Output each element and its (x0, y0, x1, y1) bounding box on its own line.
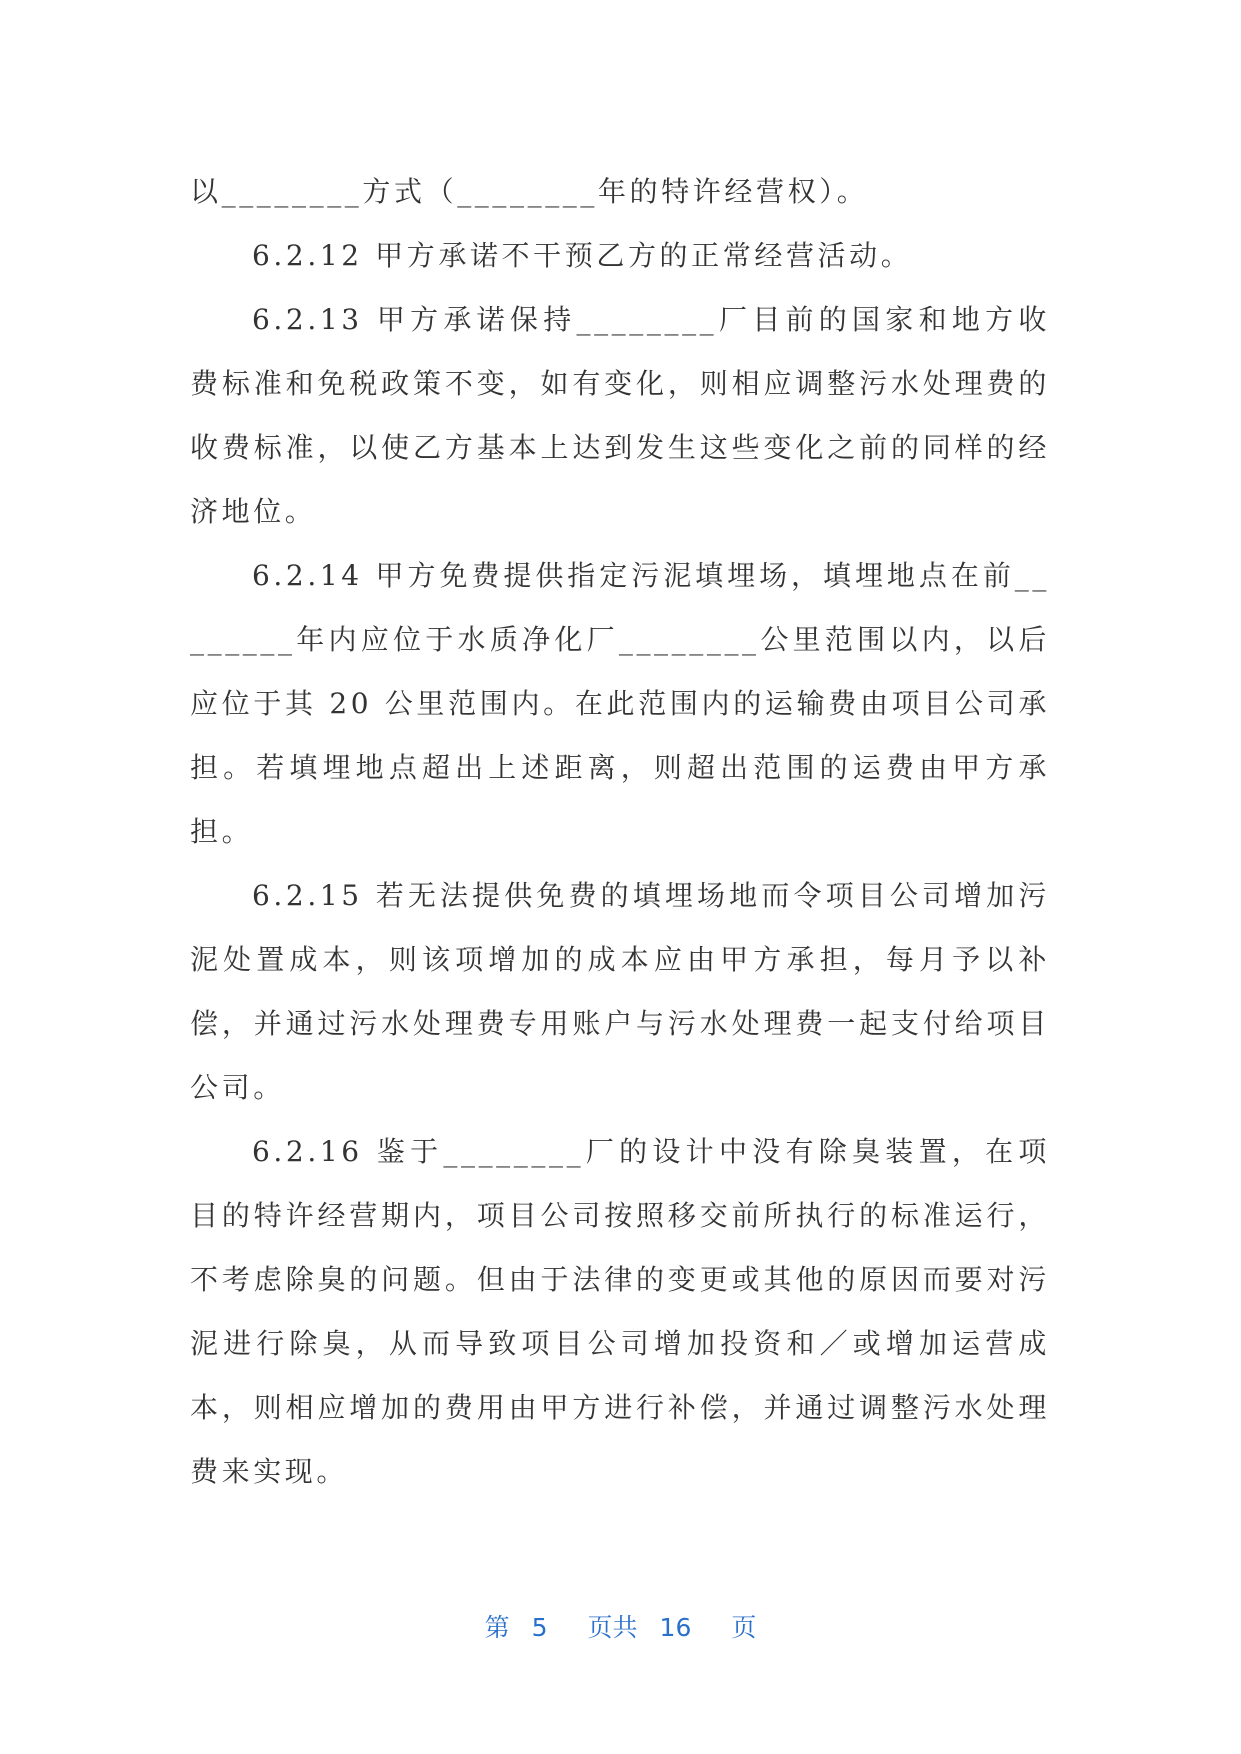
paragraph-6-2-13: 6.2.13 甲方承诺保持________厂目前的国家和地方收费标准和免税政策不变，如有变化，则相应调整污水处理费的收费标准，以使乙方基本上达到发生这些变化之前的同样的经济地位。 (190, 303, 1050, 528)
footer-suffix: 页 (731, 1613, 757, 1642)
footer-prefix: 第 (484, 1613, 510, 1642)
document-body (190, 160, 1050, 1504)
footer-middle: 页共 (587, 1613, 638, 1642)
page-footer (0, 1608, 1241, 1644)
paragraph-6-2-12: 6.2.12 甲方承诺不干预乙方的正常经营活动。 (252, 239, 913, 272)
paragraph-6-2-16: 6.2.16 鉴于________厂的设计中没有除臭装置，在项目的特许经营期内，项目公司按照移交前所执行的标准运行，不考虑除臭的问题。但由于法律的变更或其他的原因而要对污泥进行除臭，从而导致项目公司增加投资和／或增加运营成本，则相应增加的费用由甲方进行补偿，并通过调整污水处理费来实现。 (190, 1135, 1050, 1488)
paragraph-6-2-14: 6.2.14 甲方免费提供指定污泥填埋场，填埋地点在前________年内应位于水质净化厂________公里范围以内，以后应位于其 20 公里范围内。在此范围内的运输费由项目公司承担。若填埋地点超出上述距离，则超出范围的运费由甲方承担。 (190, 559, 1050, 848)
footer-current-page: 5 (531, 1613, 548, 1642)
paragraph-6-2-15: 6.2.15 若无法提供免费的填埋场地而令项目公司增加污泥处置成本，则该项增加的成本应由甲方承担，每月予以补偿，并通过污水处理费专用账户与污水处理费一起支付给项目公司。 (190, 879, 1050, 1104)
paragraph-continuation: 以________方式（________年的特许经营权）。 (190, 175, 869, 208)
footer-total-pages: 16 (659, 1613, 692, 1642)
